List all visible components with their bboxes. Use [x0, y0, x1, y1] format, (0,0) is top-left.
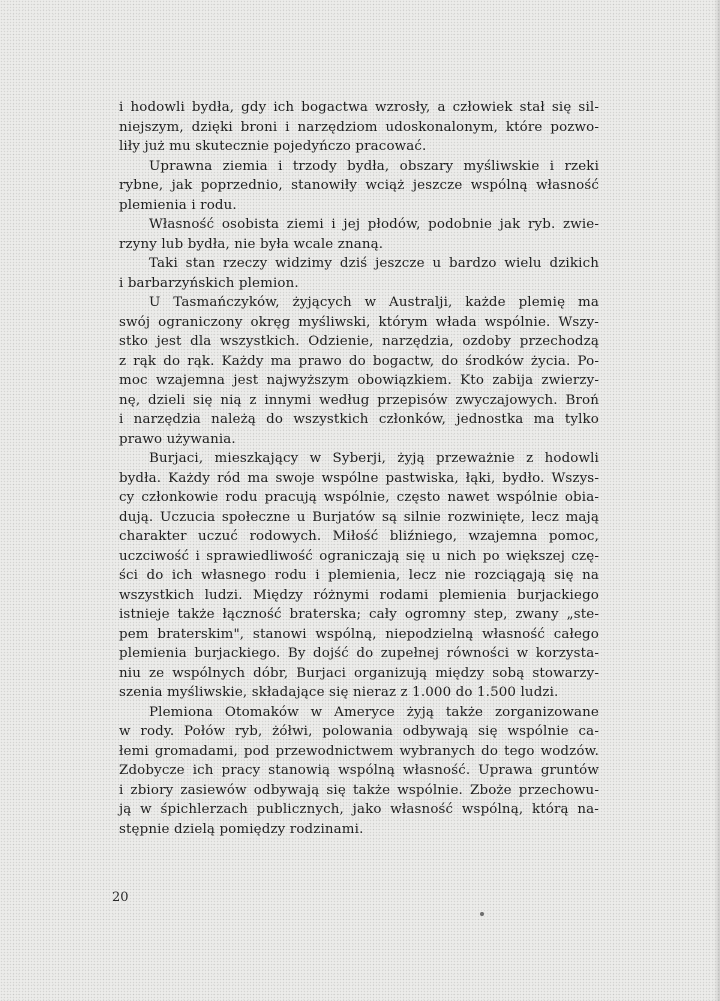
text-line: z rąk do rąk. Każdy ma prawo do bogactw, do środków życia. Po-	[119, 353, 599, 369]
ink-speck	[480, 912, 484, 916]
text-line: rybne, jak poprzednio, stanowiły wciąż jeszcze wspólną własność	[119, 178, 599, 193]
text-line: nę, dzieli się nią z innymi według przepisów zwyczajowych. Broń	[119, 392, 599, 408]
text-line: rzyny lub bydła, nie była wcale znaną.	[119, 236, 384, 252]
text-line: Uprawna ziemia i trzody bydła, obszary myśliwskie i rzeki	[149, 158, 599, 174]
text-line: stępnie dzielą pomiędzy rodzinami.	[119, 821, 364, 837]
page-edge-shadow	[714, 0, 720, 1001]
text-line: stko jest dla wszystkich. Odzienie, narzędzia, ozdoby przechodzą	[119, 334, 599, 349]
text-line: i zbiory zasiewów odbywają się także wspólnie. Zboże przechowu-	[119, 782, 599, 798]
text-line: uczciwość i sprawiedliwość ograniczają się u nich po większej czę-	[119, 548, 599, 564]
text-line: Własność osobista ziemi i jej płodów, podobnie jak ryb. zwie-	[149, 217, 599, 232]
text-line: dują. Uczucia społeczne u Burjatów są silnie rozwinięte, lecz mają	[119, 509, 599, 525]
text-line: szenia myśliwskie, składające się nieraz z 1.000 do 1.500 ludzi.	[119, 685, 559, 700]
text-line: Burjaci, mieszkający w Syberji, żyją przeważnie z hodowli	[149, 451, 599, 466]
paragraph	[119, 254, 599, 293]
text-line: plemienia i rodu.	[119, 197, 237, 213]
text-line: pem braterskim", stanowi wspólną, niepodzielną własność całego	[119, 626, 599, 642]
text-line: niu ze wspólnych dóbr, Burjaci organizują między sobą stowarzy-	[119, 665, 599, 681]
paragraph	[119, 293, 599, 449]
paragraph	[119, 215, 599, 254]
paragraph	[119, 157, 599, 216]
text-line: niejszym, dzięki broni i narzędziom udoskonalonym, które pozwo-	[119, 119, 599, 135]
text-line: swój ograniczony okręg myśliwski, którym włada wspólnie. Wszy-	[119, 314, 599, 330]
text-line: plemienia burjackiego. By dojść do zupełnej równości w korzysta-	[119, 646, 599, 661]
text-line: łemi gromadami, pod przewodnictwem wybranych do tego wodzów.	[119, 743, 599, 759]
text-line: ści do ich własnego rodu i plemienia, lecz nie rozciągają się na	[119, 568, 599, 583]
page-number: 20	[112, 890, 129, 905]
paragraph	[119, 98, 599, 157]
text-line: U Tasmańczyków, żyjących w Australji, każde plemię ma	[149, 295, 599, 310]
body-text	[119, 98, 599, 839]
paragraph	[119, 703, 599, 840]
text-line: ją w śpichlerzach publicznych, jako własność wspólną, którą na-	[119, 802, 599, 817]
text-line: i hodowli bydła, gdy ich bogactwa wzrosły, a człowiek stał się sil-	[119, 100, 599, 115]
text-line: i barbarzyńskich plemion.	[119, 275, 299, 291]
text-line: cy członkowie rodu pracują wspólnie, często nawet wspólnie obia-	[119, 490, 599, 505]
text-line: liły już mu skutecznie pojedyńczo pracować.	[119, 139, 427, 154]
text-line: prawo używania.	[119, 431, 236, 447]
text-line: wszystkich ludzi. Między różnymi rodami plemienia burjackiego	[119, 587, 599, 603]
text-line: Plemiona Otomaków w Ameryce żyją także zorganizowane	[149, 704, 599, 720]
text-line: w rody. Połów ryb, żółwi, polowania odbywają się wspólnie ca-	[119, 724, 599, 739]
text-line: i narzędzia należą do wszystkich członków, jednostka ma tylko	[119, 412, 599, 427]
text-line: istnieje także łączność braterska; cały ogromny step, zwany „ste-	[119, 607, 599, 622]
text-line: charakter uczuć rodowych. Miłość bliźniego, wzajemna pomoc,	[119, 529, 599, 544]
paragraph	[119, 449, 599, 703]
text-line: Zdobycze ich pracy stanowią wspólną własność. Uprawa gruntów	[119, 763, 599, 778]
text-line: bydła. Każdy ród ma swoje wspólne pastwiska, łąki, bydło. Wszys-	[119, 470, 599, 486]
text-line: moc wzajemna jest najwyższym obowiązkiem. Kto zabija zwierzy-	[119, 373, 599, 388]
text-line: Taki stan rzeczy widzimy dziś jeszcze u bardzo wielu dzikich	[149, 256, 599, 271]
